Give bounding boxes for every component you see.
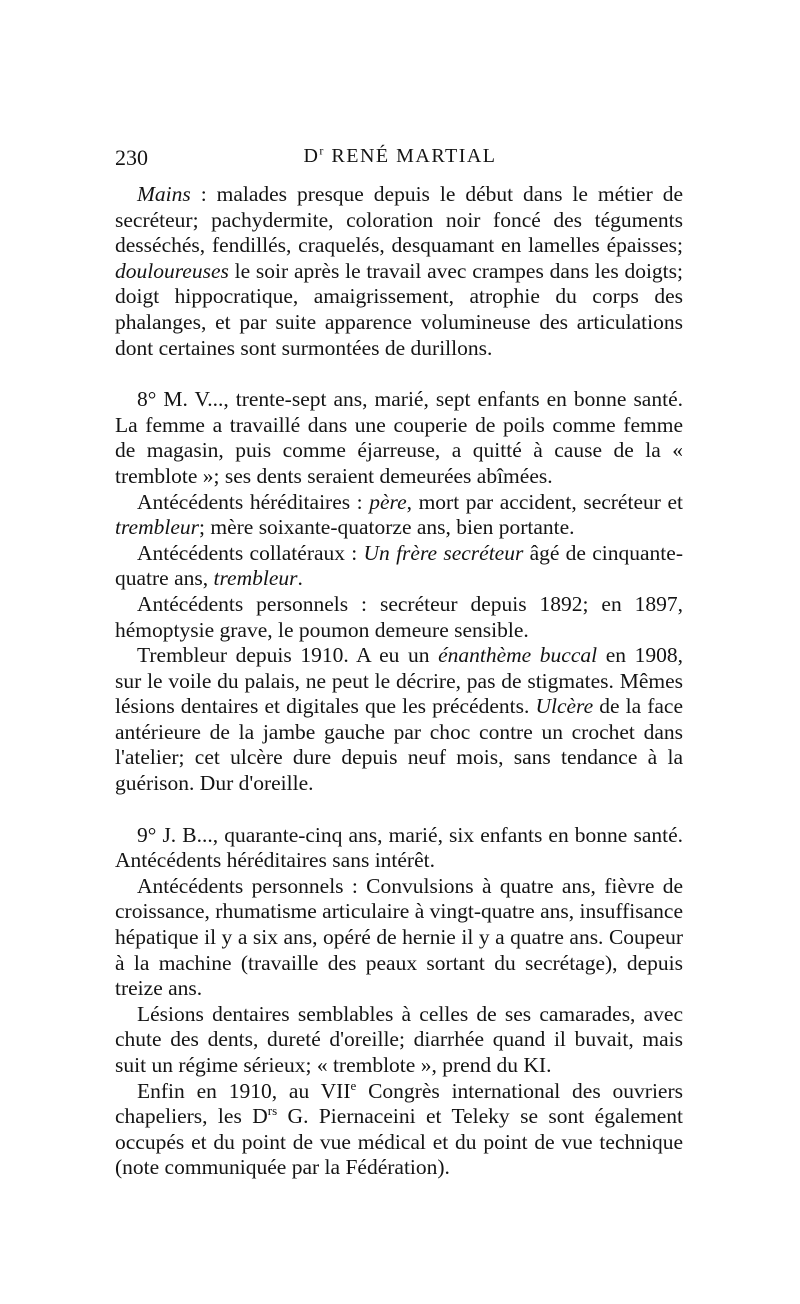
paragraph-personal-9: Antécédents personnels : Convulsions à quatre ans, fièvre de croissance, rhumatisme articulaire à vingt-quatre ans, insuffisance hépatique il y a six ans, opéré de hernie il y a quatre ans. Coupeur à la machine (travaille des peaux sortant du secrétage), depuis treize ans. (115, 873, 683, 1001)
italic-term: Ulcère (535, 694, 594, 719)
paragraph-lesions: Lésions dentaires semblables à celles de ses camarades, avec chute des dents, dureté d'oreille; diarrhée quand il buvait, mais suit un régime sérieux; « tremblote », prend du KI. (115, 1001, 683, 1077)
author-name: RENÉ MARTIAL (331, 145, 497, 167)
text-run: . (297, 566, 303, 591)
text-run: Antécédents héréditaires : (137, 489, 370, 514)
text-run: Enfin en 1910, au VII (137, 1078, 351, 1103)
author-prefix-sup: r (319, 143, 325, 158)
text-run: le soir après le travail avec crampes dans les doigts; doigt hippocratique, amaigrissement, atrophie du corps des phalanges, et par suite apparence volumineuse des articulations dont certaines sont surmontées de durillons. (115, 258, 683, 360)
paragraph-collateral (115, 541, 683, 592)
text-run: Congrès international des ouvriers chapeliers, les D (115, 1078, 683, 1129)
page-header (115, 145, 685, 175)
page-number: 230 (115, 145, 148, 170)
text-run: G. Piernaceini et Teleky se sont également occupés et du point de vue médical et du point de vue technique (note communiquée par la Fédération). (115, 1104, 683, 1180)
paragraph-congress (115, 1079, 683, 1181)
italic-term: Mains (137, 182, 191, 206)
italic-term: Un frère secréteur (363, 540, 524, 565)
paragraph-personal: Antécédents personnels : secréteur depuis 1892; en 1897, hémoptysie grave, le poumon demeure sensible. (115, 591, 683, 642)
text-run: : malades presque depuis le début dans le métier de secréteur; pachydermite, coloration noir foncé des téguments desséchés, fendillés, craquelés, desquamant en lamelles épaisses; (115, 182, 683, 258)
paragraph-case-9: 9° J. B..., quarante-cinq ans, marié, six enfants en bonne santé. Antécédents héréditaires sans intérêt. (115, 822, 683, 873)
italic-term: douloureuses (115, 258, 229, 283)
running-head (115, 145, 685, 168)
superscript: rs (267, 1103, 278, 1119)
paragraph-hereditary (115, 490, 683, 541)
italic-term: énanthème buccal (438, 643, 598, 668)
text-run: Trembleur depuis 1910. A eu un (137, 643, 439, 668)
text-run: ; mère soixante-quatorze ans, bien portante. (199, 515, 575, 540)
text-run: âgé de cinquante-quatre ans, (115, 540, 683, 591)
page-body (115, 182, 683, 1181)
text-run: de la face antérieure de la jambe gauche par choc contre un crochet dans l'atelier; cet ulcère dure depuis neuf mois, sans tendance à la guérison. Dur d'oreille. (115, 694, 683, 796)
section-gap (115, 797, 683, 823)
section-gap (115, 361, 683, 387)
paragraph-mains (115, 182, 683, 361)
italic-term: trembleur (213, 566, 298, 591)
italic-term: père (369, 489, 407, 514)
text-run: , mort par accident, secréteur et (406, 489, 683, 514)
superscript: e (350, 1077, 357, 1093)
paragraph-trembleur (115, 643, 683, 797)
text-run: en 1908, sur le voile du palais, ne peut le décrire, pas de stigmates. Mêmes lésions dentaires et digitales que les précédents. (115, 643, 684, 719)
paragraph-case-8: 8° M. V..., trente-sept ans, marié, sept enfants en bonne santé. La femme a travaillé dans une couperie de poils comme femme de magasin, puis comme éjarreuse, a quitté à cause de la « tremblote »; ses dents seraient demeurées abîmées. (115, 387, 683, 488)
italic-term: trembleur (115, 515, 199, 540)
author-prefix: D (303, 145, 320, 167)
text-run: Antécédents collatéraux : (137, 540, 364, 565)
